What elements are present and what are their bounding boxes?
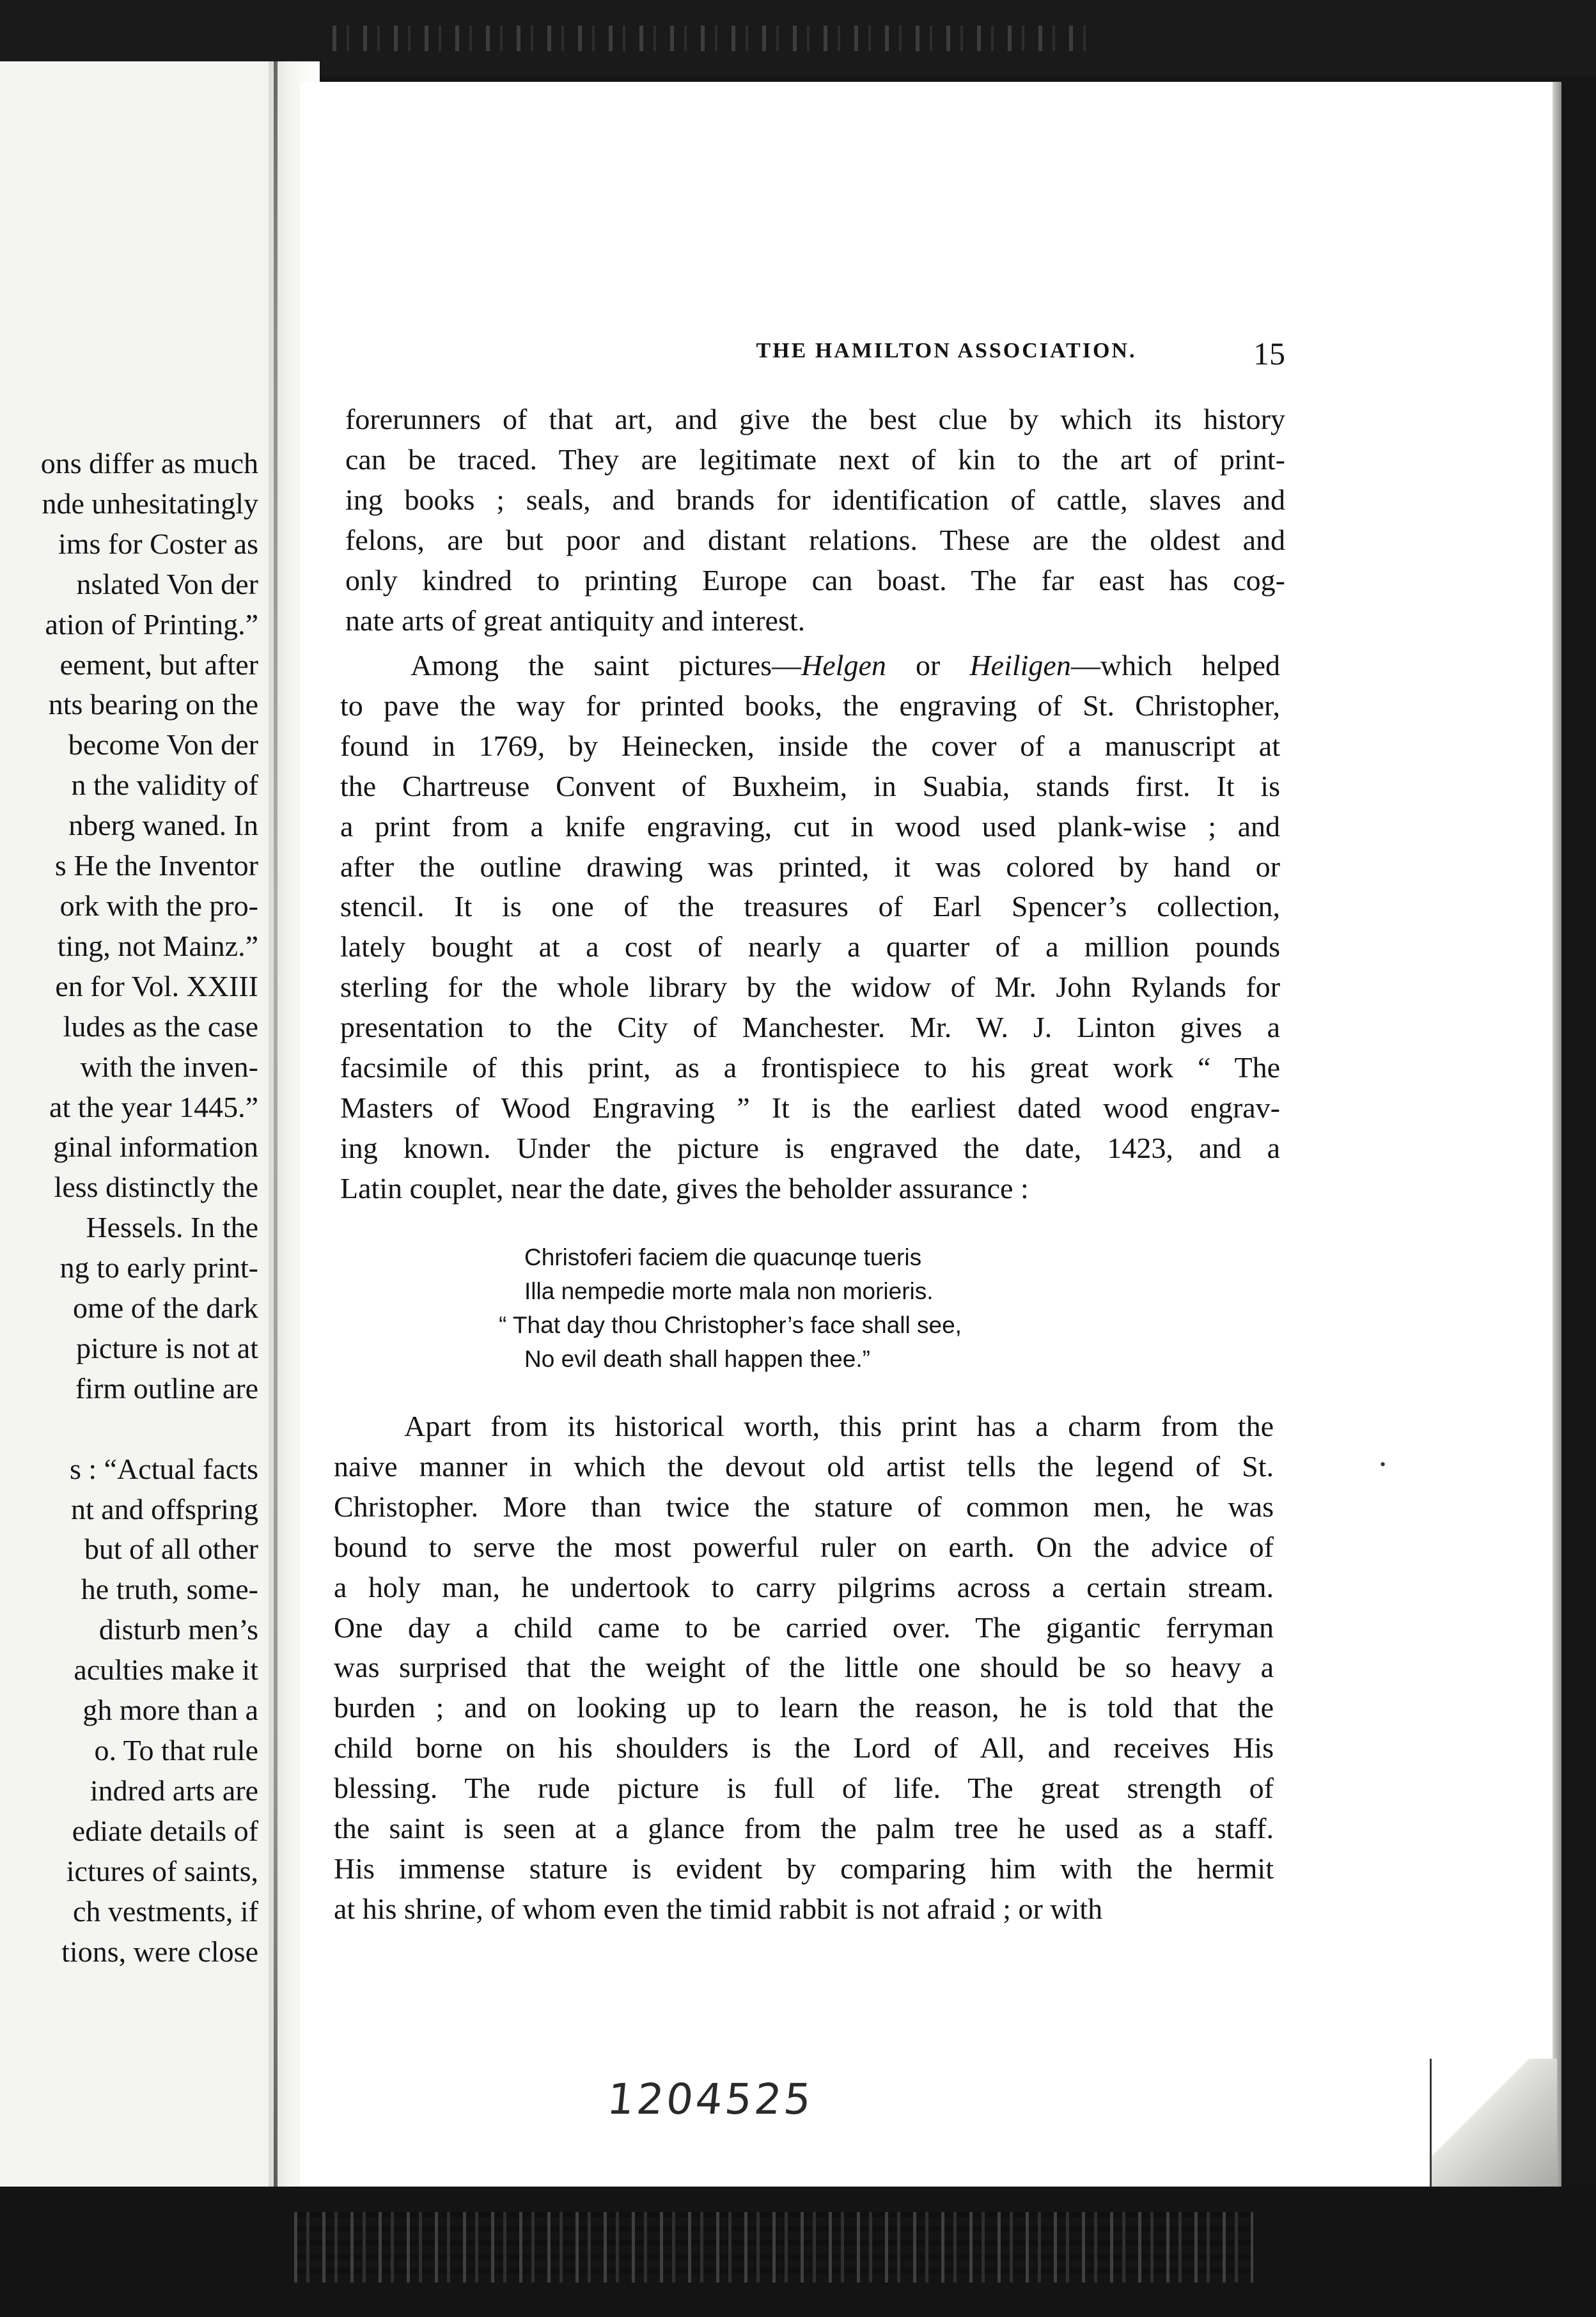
left-page-line: ludes as the case bbox=[63, 1010, 258, 1043]
left-page-line: disturb men’s bbox=[98, 1613, 258, 1646]
text-line: ing known. Under the picture is engraved the date, 1423, and a bbox=[340, 1131, 1280, 1164]
text-line: after the outline drawing was printed, it was colored by hand or bbox=[340, 850, 1280, 883]
left-page-line: ng to early print- bbox=[59, 1251, 258, 1284]
left-page-line: Hessels. In the bbox=[86, 1211, 258, 1244]
running-head: THE HAMILTON ASSOCIATION. bbox=[756, 339, 1137, 363]
text-line: Among the saint pictures—Helgen or Heiligen—which helped bbox=[411, 649, 1280, 682]
left-page-line: become Von der bbox=[68, 728, 258, 761]
text-line: His immense stature is evident by comparing him with the hermit bbox=[334, 1852, 1274, 1885]
left-page-line: gh more than a bbox=[82, 1694, 258, 1727]
latin-couplet bbox=[499, 1240, 1138, 1376]
text-line: a print from a knife engraving, cut in wood used plank-wise ; and bbox=[340, 809, 1280, 843]
text-line: facsimile of this print, as a frontispiece to his great work “ The bbox=[340, 1051, 1280, 1084]
text-line: burden ; and on looking up to learn the reason, he is told that the bbox=[334, 1691, 1274, 1724]
text-line: can be traced. They are legitimate next of kin to the art of print- bbox=[345, 442, 1285, 476]
left-page-line: o. To that rule bbox=[94, 1733, 258, 1767]
left-page-line: with the inven- bbox=[80, 1050, 258, 1083]
scan-bottom-noise bbox=[294, 2212, 1253, 2282]
left-page-line: en for Vol. XXIII bbox=[55, 969, 258, 1002]
text-line: to pave the way for printed books, the engraving of St. Christopher, bbox=[340, 689, 1280, 722]
text-line: a holy man, he undertook to carry pilgrims across a certain stream. bbox=[334, 1570, 1274, 1603]
left-page-line: aculties make it bbox=[74, 1653, 258, 1687]
left-page-line: less distinctly the bbox=[54, 1171, 258, 1204]
left-page-line: firm outline are bbox=[75, 1371, 258, 1405]
left-page-line: he truth, some- bbox=[81, 1573, 258, 1606]
left-page-line: nt and offspring bbox=[70, 1492, 258, 1525]
left-page-text bbox=[0, 444, 258, 1972]
paragraph-1 bbox=[345, 400, 1285, 641]
text-line: only kindred to printing Europe can boast. The far east has cog- bbox=[345, 563, 1285, 597]
left-page-line: ginal information bbox=[53, 1130, 258, 1164]
left-page-line: indred arts are bbox=[90, 1774, 258, 1807]
couplet-line: Illa nempedie morte mala non morieris. bbox=[524, 1278, 934, 1304]
left-page-line: ome of the dark bbox=[73, 1291, 258, 1325]
page-number: 15 bbox=[1253, 336, 1285, 371]
left-page-gap bbox=[0, 1409, 258, 1449]
left-page-line: ork with the pro- bbox=[59, 889, 258, 922]
left-page-line: ons differ as much bbox=[40, 447, 258, 480]
text-line: stencil. It is one of the treasures of Earl Spencer’s collection, bbox=[340, 890, 1280, 923]
left-page-line: n the validity of bbox=[71, 768, 258, 802]
text-line: the Chartreuse Convent of Buxheim, in Suabia, stands first. It is bbox=[340, 769, 1280, 802]
text-line: felons, are but poor and distant relations. These are the oldest and bbox=[345, 523, 1285, 556]
text-line: One day a child came to be carried over. The gigantic ferryman bbox=[334, 1611, 1274, 1644]
text-line: presentation to the City of Manchester. Mr. W. J. Linton gives a bbox=[340, 1011, 1280, 1044]
couplet-line: Christoferi faciem die quacunqe tueris bbox=[524, 1244, 922, 1270]
left-page-line: tions, were close bbox=[61, 1935, 258, 1968]
left-page-line: nde unhesitatingly bbox=[42, 487, 258, 520]
text-line: ing books ; seals, and brands for identification of cattle, slaves and bbox=[345, 483, 1285, 516]
couplet-line: “ That day thou Christopher’s face shall see, bbox=[499, 1312, 962, 1338]
text-line: at his shrine, of whom even the timid rabbit is not afraid ; or with bbox=[334, 1892, 1103, 1925]
scan-top-noise bbox=[332, 26, 1100, 51]
left-page-line: eement, but after bbox=[59, 648, 258, 681]
text-line: found in 1769, by Heinecken, inside the cover of a manuscript at bbox=[340, 729, 1280, 762]
text-line: blessing. The rude picture is full of life. The great strength of bbox=[334, 1772, 1274, 1805]
left-page bbox=[0, 61, 269, 2190]
text-line: was surprised that the weight of the little one should be so heavy a bbox=[334, 1651, 1274, 1684]
left-page-line: ictures of saints, bbox=[66, 1854, 258, 1887]
left-page-line: s He the Inventor bbox=[54, 849, 258, 882]
page-edge bbox=[1553, 82, 1561, 2192]
text-line: forerunners of that art, and give the best clue by which its history bbox=[345, 403, 1285, 435]
text-line: lately bought at a cost of nearly a quarter of a million pounds bbox=[340, 930, 1280, 963]
page-curl bbox=[1430, 2059, 1557, 2187]
text-line: Apart from its historical worth, this print has a charm from the bbox=[404, 1410, 1274, 1442]
left-page-line: ch vestments, if bbox=[73, 1894, 258, 1928]
left-page-line: nslated Von der bbox=[76, 567, 258, 600]
handwritten-accession-number: 1204525 bbox=[604, 2075, 816, 2124]
paragraph-2 bbox=[340, 646, 1280, 1209]
text-line: Latin couplet, near the date, gives the beholder assurance : bbox=[340, 1171, 1029, 1205]
left-page-line: but of all other bbox=[84, 1533, 258, 1566]
text-line: naive manner in which the devout old artist tells the legend of St. bbox=[334, 1449, 1274, 1483]
left-page-line: nts bearing on the bbox=[48, 688, 258, 721]
left-page-line: ediate details of bbox=[72, 1814, 258, 1847]
left-page-line: ation of Printing.” bbox=[45, 607, 258, 641]
text-line: bound to serve the most powerful ruler on earth. On the advice of bbox=[334, 1530, 1274, 1563]
text-line: Masters of Wood Engraving ” It is the earliest dated wood engrav- bbox=[340, 1091, 1280, 1124]
couplet-line: No evil death shall happen thee.” bbox=[524, 1346, 870, 1372]
left-page-line: nberg waned. In bbox=[68, 809, 258, 842]
paragraph-3 bbox=[334, 1407, 1274, 1930]
text-line: child borne on his shoulders is the Lord of All, and receives His bbox=[334, 1731, 1274, 1765]
stray-mark: • bbox=[1380, 1455, 1386, 1474]
text-line: the saint is seen at a glance from the palm tree he used as a staff. bbox=[334, 1812, 1274, 1845]
left-page-line: ting, not Mainz.” bbox=[57, 929, 258, 962]
text-line: Christopher. More than twice the stature of common men, he was bbox=[334, 1490, 1274, 1523]
left-page-line: s : “Actual facts bbox=[69, 1452, 258, 1485]
left-page-line: picture is not at bbox=[76, 1331, 258, 1364]
left-page-line: ims for Coster as bbox=[58, 527, 258, 560]
text-line: nate arts of great antiquity and interest. bbox=[345, 604, 806, 637]
spine-shadow bbox=[274, 61, 278, 2190]
left-page-line: at the year 1445.” bbox=[49, 1090, 258, 1123]
text-line: sterling for the whole library by the widow of Mr. John Rylands for bbox=[340, 971, 1280, 1004]
